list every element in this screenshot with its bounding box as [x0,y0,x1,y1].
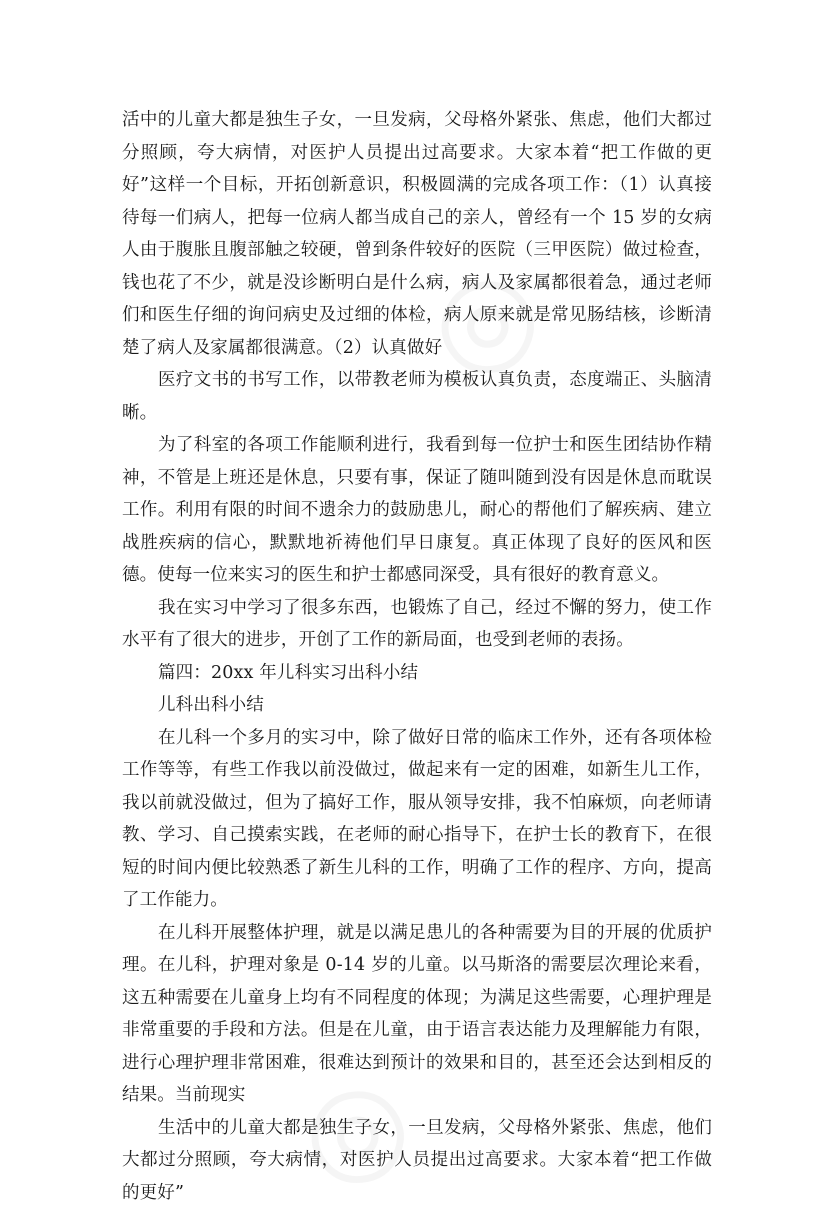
watermark-logo: ◎ [399,232,566,407]
section-heading: 篇四：20xx 年儿科实习出科小结 [158,662,419,683]
paragraph: 为了科室的各项工作能顺利进行，我看到每一位护士和医生团结协作精神，不管是上班还是休息，只要有事，保证了随叫随到没有因是休息而耽误工作。利用有限的时间不遗余力的鼓励患儿，耐心的帮他们了解疾病、建立战胜疾病的信心，默默地祈祷他们早日康复。真正体现了良好的医风和医德。使每一位来实习的医生和护士都感同深受，具有很好的教育意义。 [122,435,712,585]
paragraph: 生活中的儿童大都是独生子女，一旦发病，父母格外紧张、焦虑，他们大都过分照顾，夸大病情，对医护人员提出过高要求。大家本着“把工作做的更好” [122,1117,712,1203]
document-page [122,104,712,1209]
paragraph: 医疗文书的书写工作，以带教老师为模板认真负责，态度端正、头脑清晰。 [122,370,712,423]
paragraph: 在儿科开展整体护理，就是以满足患儿的各种需要为目的开展的优质护理。在儿科，护理对象是 0-14 岁的儿童。以马斯洛的需要层次理论来看，这五种需要在儿童身上均有不同程度的体现；为满足这些需要，心理护理是非常重要的手段和方法。但是在儿童，由于语言表达能力及理解能力有限，进行心理护理非常困难，很难达到预计的效果和目的，甚至还会达到相反的结果。当前现实 [122,922,712,1105]
sub-heading: 儿科出科小结 [158,695,264,715]
paragraph: 我在实习中学习了很多东西，也锻炼了自己，经过不懈的努力，使工作水平有了很大的进步，开创了工作的新局面，也受到老师的表扬。 [122,597,712,650]
paragraph: 在儿科一个多月的实习中，除了做好日常的临床工作外，还有各项体检工作等等，有些工作我以前没做过，做起来有一定的困难，如新生儿工作，我以前就没做过，但为了搞好工作，服从领导安排，我不怕麻烦，向老师请教、学习、自己摸索实践，在老师的耐心指导下，在护士长的教育下，在很短的时间内便比较熟悉了新生儿科的工作，明确了工作的程序、方向，提高了工作能力。 [122,727,712,910]
watermark-logo: ◎ [269,1042,436,1216]
paragraph: 活中的儿童大都是独生子女，一旦发病，父母格外紧张、焦虑，他们大都过分照顾，夸大病情，对医护人员提出过高要求。大家本着“把工作做的更好”这样一个目标，开拓创新意识，积极圆满的完成各项工作：（1）认真接待每一们病人，把每一位病人都当成自己的亲人，曾经有一个 15 岁的女病人由于腹胀且腹部触之较硬，曾到条件较好的医院（三甲医院）做过检查，钱也花了不少，就是没诊断明白是什么病，病人及家属都很着急，通过老师们和医生仔细的询问病史及过细的体检，病人原来就是常见肠结核，诊断清楚了病人及家属都很满意。（2）认真做好 [122,110,712,358]
